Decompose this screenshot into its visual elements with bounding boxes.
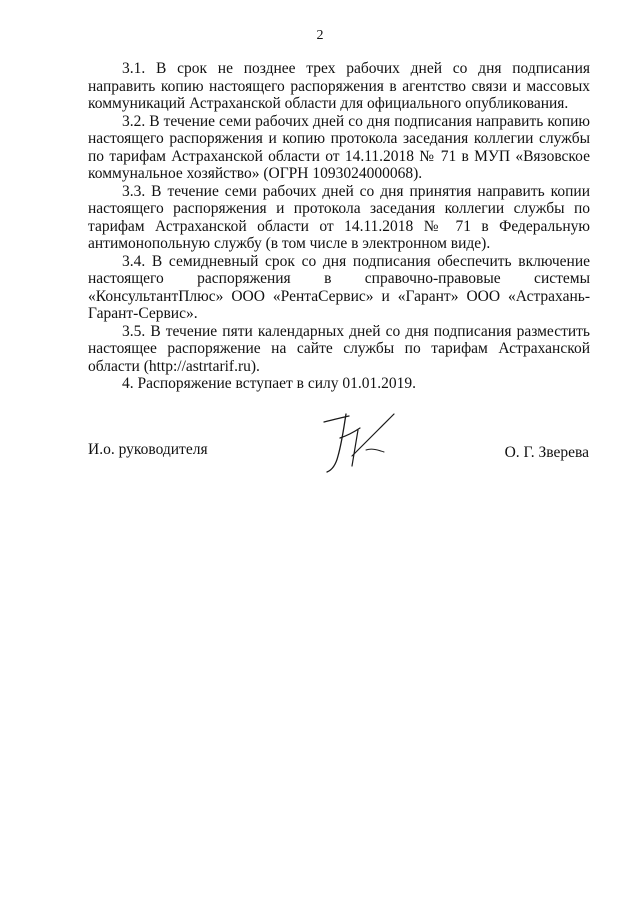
paragraph-3-4: 3.4. В семидневный срок со дня подписания обеспечить включение настоящего распоряжения в справочно-правовые системы «КонсультантПлюс» ООО «РентаСервис» и «Гарант» ООО «Астрахань-Гарант-Сервис». xyxy=(88,252,590,322)
handwritten-signature xyxy=(318,408,396,480)
paragraph-3-5: 3.5. В течение пяти календарных дней со дня подписания разместить настоящее распоряжение на сайте службы по тарифам Астраханской области (http://astrtarif.ru). xyxy=(88,322,590,375)
page-number: 2 xyxy=(316,28,324,43)
signatory-title: И.о. руководителя xyxy=(88,441,208,458)
signatory-name: О. Г. Зверева xyxy=(504,444,589,461)
paragraph-3-1: 3.1. В срок не позднее трех рабочих дней со дня подписания направить копию настоящего распоряжения в агентство связи и массовых коммуникаций Астраханской области для официального опубликования. xyxy=(88,60,590,112)
paragraph-4: 4. Распоряжение вступает в силу 01.01.2019. xyxy=(122,375,417,392)
paragraph-3-3: 3.3. В течение семи рабочих дней со дня принятия направить копии настоящего распоряжения и протокола заседания коллегии службы по тарифам Астраханской области от 14.11.2018 № 71 в Федеральную антимонопольную службу (в том числе в электронном виде). xyxy=(88,182,590,252)
document-body xyxy=(88,60,590,393)
paragraph-3-2: 3.2. В течение семи рабочих дней со дня подписания направить копию настоящего распоряжения и копию протокола заседания коллегии службы по тарифам Астраханской области от 14.11.2018 № 71 в МУП «Вязовское коммунальное хозяйство» (ОГРН 1093024000068). xyxy=(88,112,590,182)
